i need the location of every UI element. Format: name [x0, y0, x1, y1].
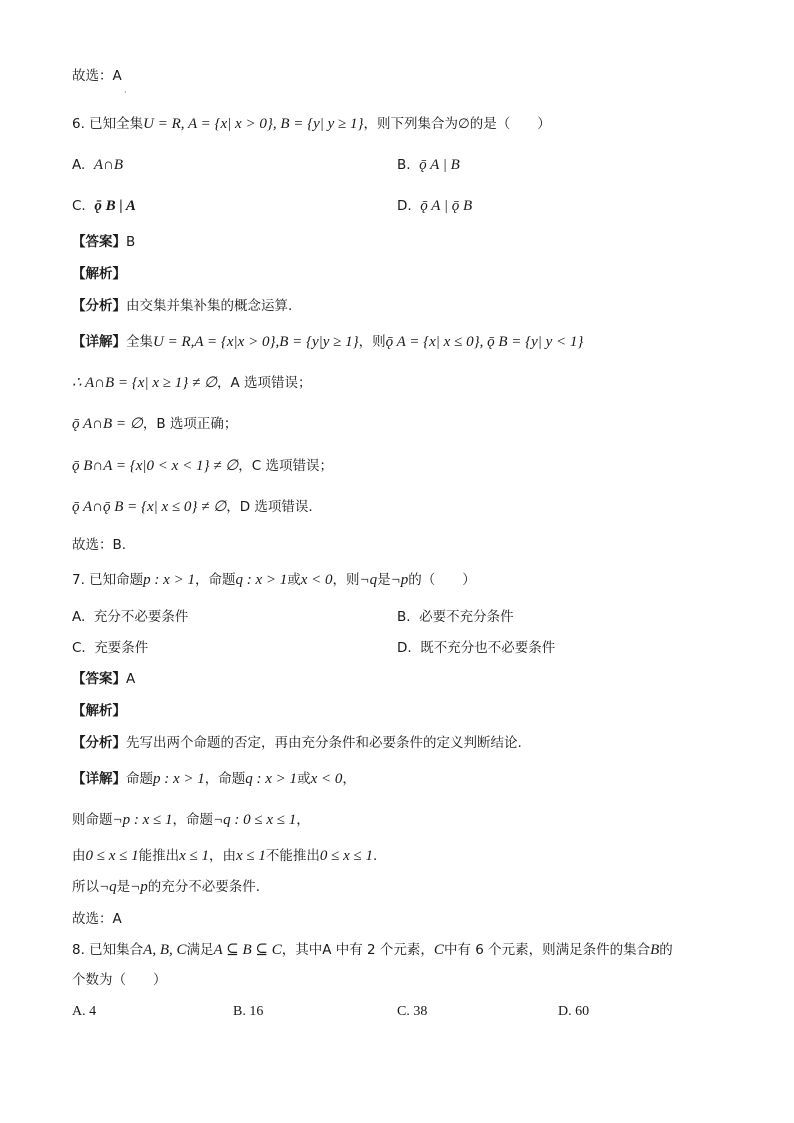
- step-text: ，B 选项正确；: [142, 416, 238, 432]
- q6-step-2: [72, 414, 237, 434]
- answer-value: B: [126, 234, 136, 250]
- option-math: ǭ A | ǭ B: [420, 198, 473, 214]
- option-letter: C.: [72, 198, 86, 214]
- step-text: ，由: [209, 848, 237, 864]
- q7-conclusion: 故选：A: [72, 911, 122, 927]
- q8-stem: [72, 940, 673, 960]
- q8-option-b: [233, 1002, 263, 1022]
- option-math: ǭ B | A: [94, 198, 136, 214]
- q6-option-b: [397, 155, 460, 175]
- xiangjie-text: 命题: [126, 771, 153, 787]
- fenxi-label: 【分析】: [72, 735, 126, 751]
- option-text: 充要条件: [94, 640, 149, 656]
- step-math: ¬p: [130, 879, 148, 895]
- step-math: ǭ B∩A = {x|0 < x < 1} ≠ ∅: [72, 458, 239, 474]
- option-math: A∩B: [93, 157, 124, 173]
- q7-option-b: [397, 607, 514, 627]
- stem-text: 7. 已知命题: [72, 572, 144, 588]
- option-letter: D.: [397, 198, 412, 214]
- q6-option-a: [72, 155, 123, 175]
- step-math: ¬p : x ≤ 1: [112, 812, 173, 828]
- option-value: 4: [89, 1004, 97, 1019]
- xiangjie-label: 【详解】: [72, 771, 126, 787]
- option-letter: B.: [397, 157, 411, 173]
- answer-value: A: [126, 671, 136, 687]
- step-text: 不能推出: [265, 848, 320, 864]
- xiangjie-math: U = R,A = {x|x > 0},B = {y|y ≥ 1}: [153, 334, 359, 350]
- xiangjie-text: ，命题: [204, 771, 246, 787]
- q8-option-a: [72, 1002, 96, 1022]
- stem-text: 的（ ）: [408, 572, 476, 588]
- step-text: 则命题: [72, 812, 113, 828]
- stem-text: 中有 6 个元素，则满足条件的集合: [443, 942, 651, 958]
- q7-result: [72, 877, 260, 897]
- q6-answer: [72, 232, 135, 252]
- option-text: 既不充分也不必要条件: [420, 640, 556, 656]
- step-math: 0 ≤ x ≤ 1: [85, 848, 139, 864]
- fenxi-text: 先写出两个命题的否定，再由充分条件和必要条件的定义判断结论.: [126, 735, 522, 751]
- q6-step-1: [72, 373, 312, 393]
- answer-label: 【答案】: [72, 234, 126, 250]
- stem-text: ，其中A 中有 2 个元素，: [281, 942, 434, 958]
- q6-stem-math: U = R, A = {x| x > 0}, B = {y| y ≥ 1}: [143, 116, 364, 132]
- stray-dot: ·: [124, 88, 127, 97]
- option-letter: A.: [72, 157, 86, 173]
- q5-conclusion: 故选：A: [72, 68, 122, 84]
- step-math: ǭ A∩ǭ B = {x| x ≤ 0} ≠ ∅: [72, 499, 227, 515]
- q6-step-3: [72, 456, 333, 476]
- xiangjie-label: 【详解】: [72, 334, 126, 350]
- step-math: 0 ≤ x ≤ 1: [319, 848, 374, 864]
- q7-inference: [72, 846, 377, 866]
- step-math: x ≤ 1: [236, 848, 266, 864]
- q7-answer: [72, 669, 135, 689]
- q6-analysis-label: 【解析】: [72, 266, 126, 282]
- stem-text: 或: [287, 572, 301, 588]
- option-letter: D.: [558, 1004, 572, 1019]
- q6-step-4: [72, 497, 313, 517]
- option-math: ǭ A | B: [419, 157, 460, 173]
- q7-fenxi: [72, 733, 522, 753]
- step-text: 是: [116, 879, 131, 895]
- stem-text: ，命题: [194, 572, 236, 588]
- q7-xiangjie: [72, 769, 356, 789]
- option-letter: B.: [397, 609, 411, 625]
- q6-fenxi: [72, 296, 292, 316]
- q8-option-c: [397, 1002, 427, 1022]
- stem-text: 8. 已知集合: [72, 942, 144, 958]
- xiangjie-text: ，: [342, 771, 356, 787]
- stem-math: A ⊆ B ⊆ C: [213, 942, 282, 958]
- stem-math: p : x > 1: [143, 572, 195, 588]
- step-text: 由: [72, 848, 86, 864]
- stem-text: 的: [659, 942, 673, 958]
- q8-option-d: [558, 1002, 589, 1022]
- step-text: 能推出: [138, 848, 180, 864]
- stem-math: q : x > 1: [235, 572, 288, 588]
- stem-math: x < 0: [300, 572, 333, 588]
- option-letter: A.: [72, 609, 86, 625]
- option-letter: D.: [397, 640, 412, 656]
- step-text: ，C 选项错误；: [238, 458, 333, 474]
- option-value: 38: [413, 1004, 428, 1019]
- q7-option-c: [72, 638, 148, 658]
- step-math: x ≤ 1: [179, 848, 210, 864]
- xiangjie-math: p : x > 1: [153, 771, 205, 787]
- step-math: ¬q : 0 ≤ x ≤ 1: [213, 812, 297, 828]
- step-text: .: [373, 848, 378, 864]
- step-text: 所以: [72, 879, 99, 895]
- option-letter: B.: [233, 1004, 246, 1019]
- stem-math: C: [433, 942, 444, 958]
- option-text: 必要不充分条件: [419, 609, 514, 625]
- stem-text: 是: [377, 572, 391, 588]
- xiangjie-text: ，则: [358, 334, 386, 350]
- stem-math: A, B, C: [143, 942, 187, 958]
- answer-label: 【答案】: [72, 671, 126, 687]
- fenxi-text: 由交集并集补集的概念运算.: [126, 298, 293, 314]
- step-text: ，: [296, 812, 310, 828]
- q6-stem: [72, 114, 551, 134]
- q7-stem: [72, 570, 476, 590]
- q7-option-d: [397, 638, 555, 658]
- q6-option-d: [397, 196, 472, 216]
- q8-stem-line2: 个数为（ ）: [72, 972, 167, 988]
- xiangjie-math: q : x > 1: [245, 771, 298, 787]
- q6-xiangjie: [72, 332, 583, 352]
- step-text: ，命题: [172, 812, 214, 828]
- stem-math: ¬q: [359, 572, 378, 588]
- step-text: ，A 选项错误；: [217, 375, 312, 391]
- xiangjie-math: ǭ A = {x| x ≤ 0}, ǭ B = {y| y < 1}: [385, 334, 584, 350]
- q7-analysis-label: 【解析】: [72, 703, 126, 719]
- option-letter: C.: [397, 1004, 410, 1019]
- q6-option-c: [72, 196, 136, 216]
- step-text: ，D 选项错误.: [226, 499, 313, 515]
- step-math: ∴ A∩B = {x| x ≥ 1} ≠ ∅: [72, 375, 218, 391]
- step-text: 的充分不必要条件.: [147, 879, 261, 895]
- xiangjie-text: 或: [297, 771, 311, 787]
- stem-math: ¬p: [390, 572, 409, 588]
- option-letter: C.: [72, 640, 86, 656]
- q6-conclusion: 故选：B.: [72, 537, 127, 553]
- stem-text: ，则: [332, 572, 360, 588]
- option-value: 16: [249, 1004, 264, 1019]
- q6-stem-suffix: ，则下列集合为∅的是（ ）: [363, 116, 551, 132]
- xiangjie-text: 全集: [126, 334, 153, 350]
- q7-negations: [72, 810, 310, 830]
- q7-option-a: [72, 607, 188, 627]
- step-math: ¬q: [99, 879, 117, 895]
- xiangjie-math: x < 0: [310, 771, 343, 787]
- stem-text: 满足: [186, 942, 214, 958]
- fenxi-label: 【分析】: [72, 298, 126, 314]
- option-letter: A.: [72, 1004, 86, 1019]
- step-math: ǭ A∩B = ∅: [72, 416, 143, 432]
- option-text: 充分不必要条件: [93, 609, 189, 625]
- q6-stem-prefix: 6. 已知全集: [72, 116, 144, 132]
- option-value: 60: [575, 1004, 590, 1019]
- stem-math: B: [650, 942, 660, 958]
